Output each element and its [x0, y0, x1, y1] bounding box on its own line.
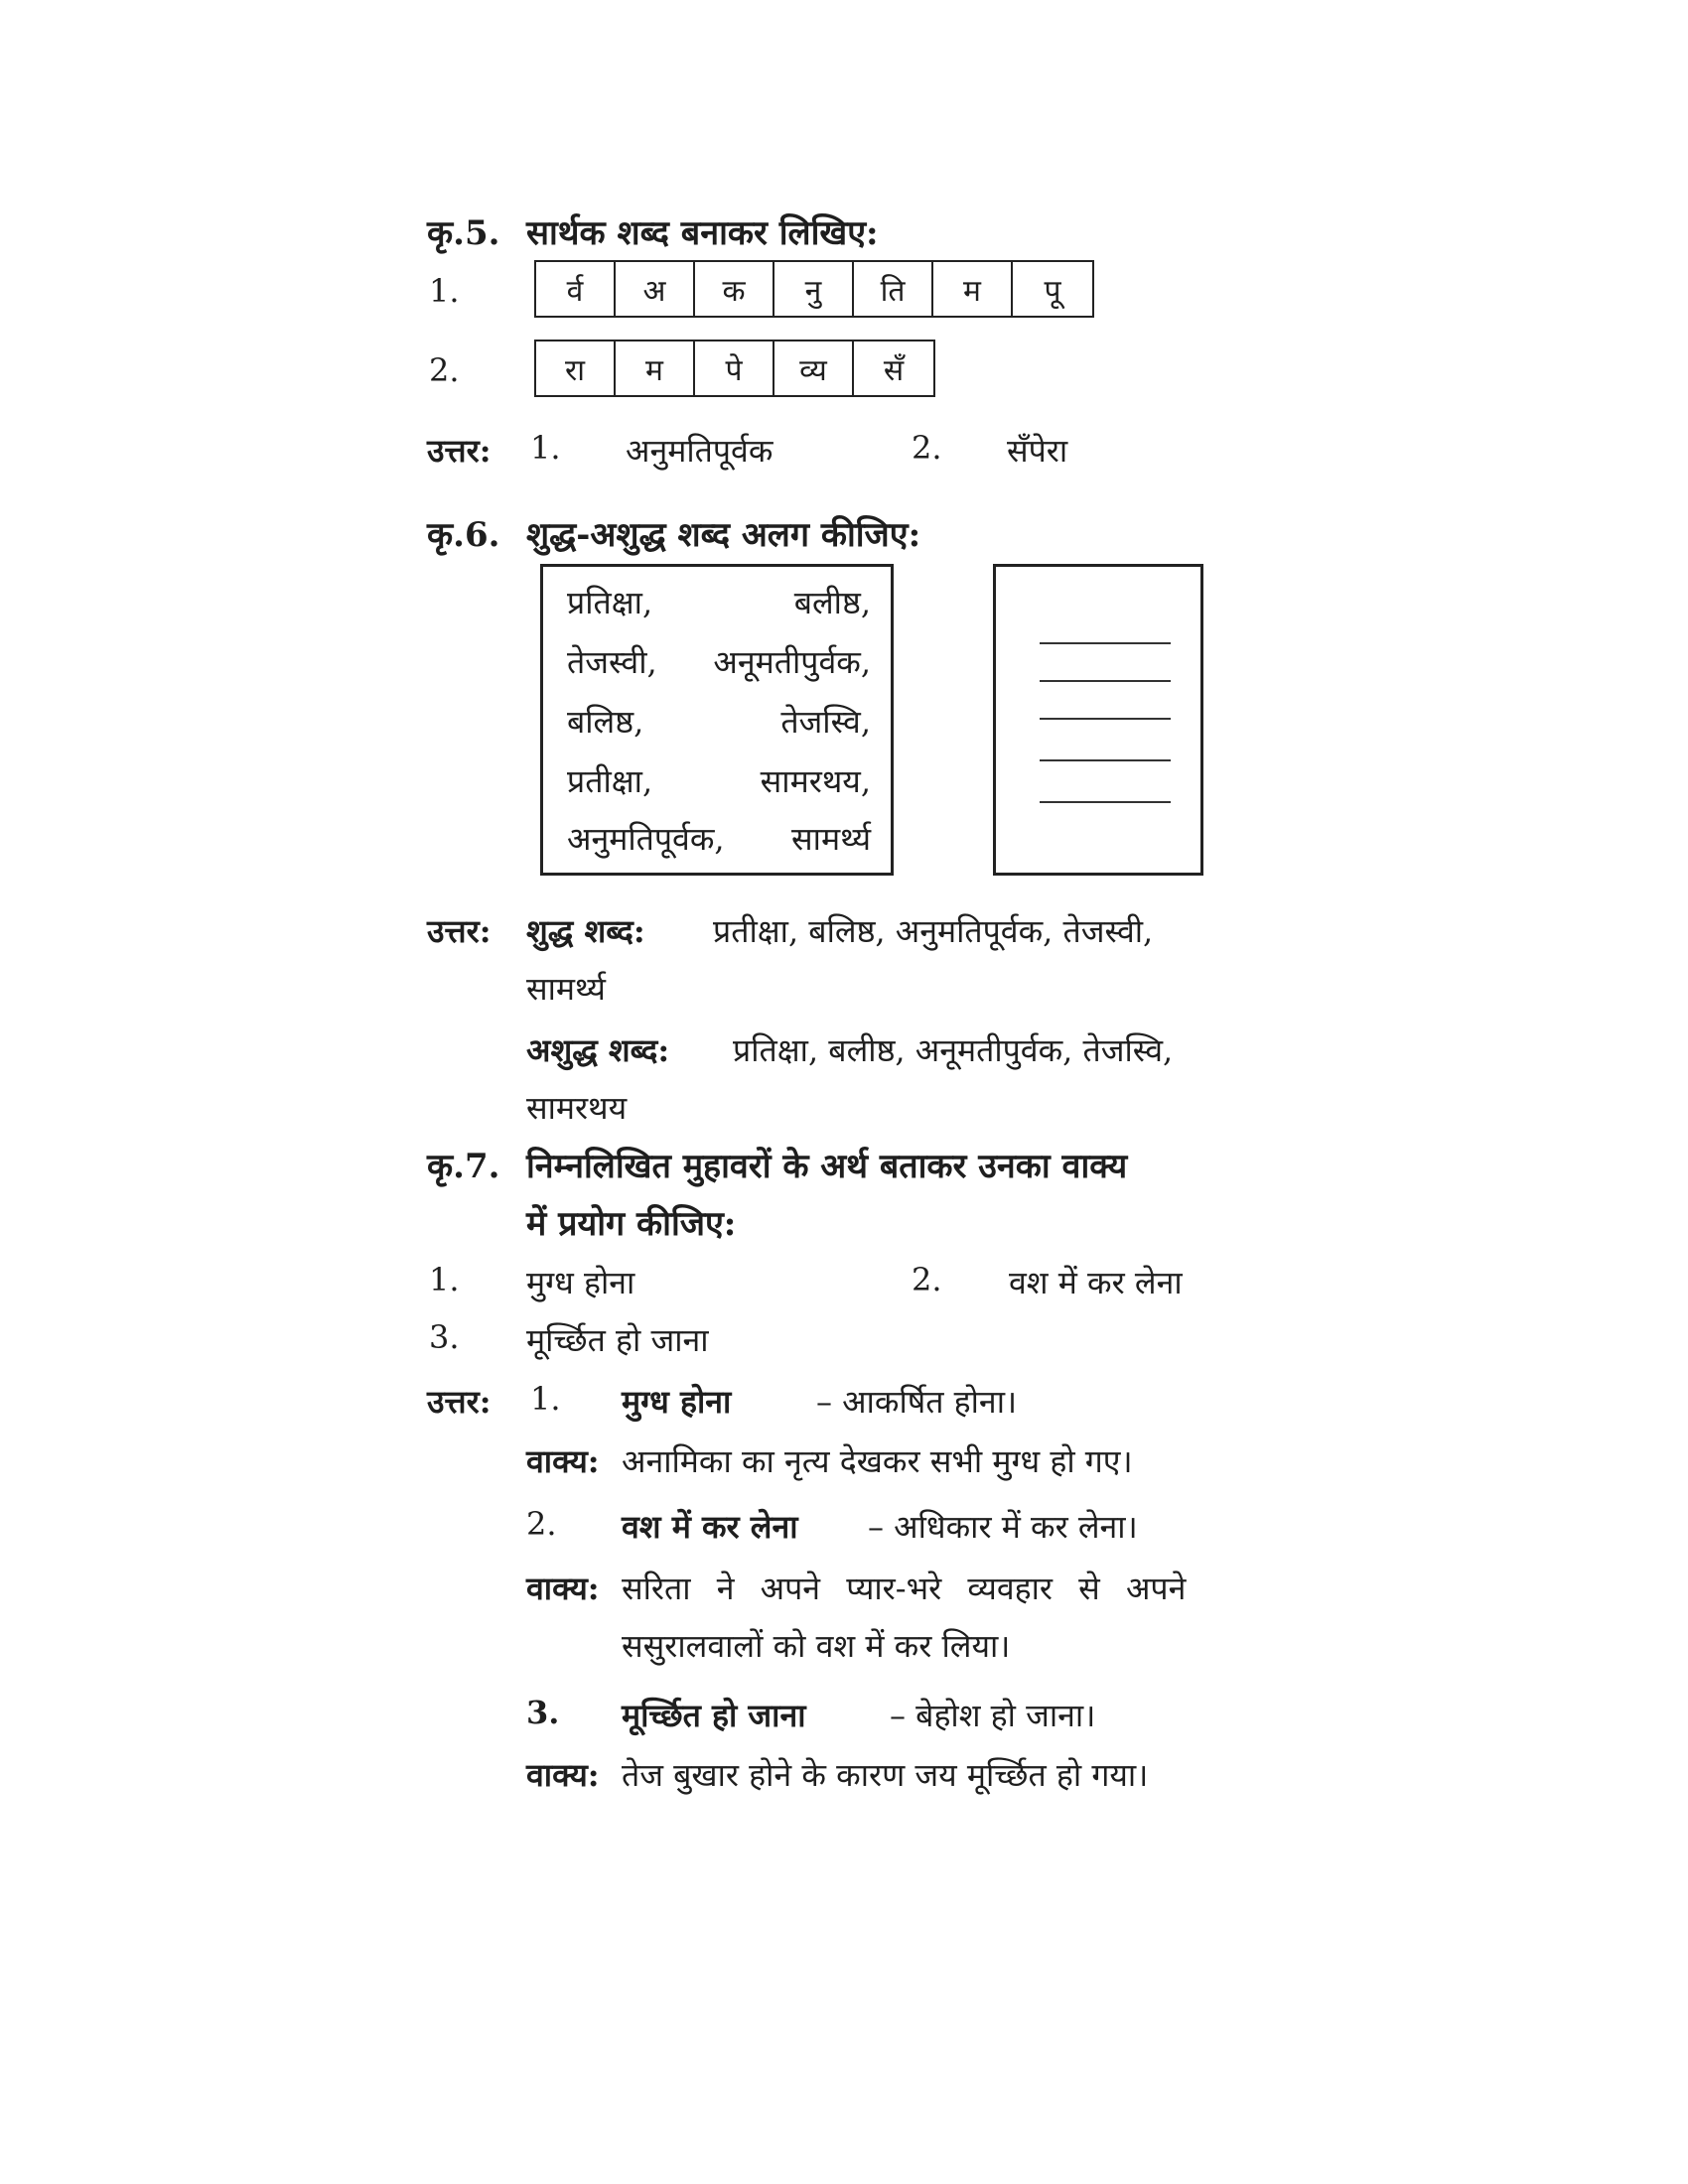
q7-sentence2-cont: ससुरालवालों को वश में कर लिया। [622, 1627, 1011, 1665]
q5-number: कृ.5. [427, 213, 500, 253]
q5-answer1: अनुमतिपूर्वक [626, 432, 774, 470]
blank-line [1040, 718, 1171, 720]
q7-answer3-meaning: – बेहोश हो जाना। [890, 1697, 1096, 1734]
q7-heading: निम्नलिखित मुहावरों के अर्थ बताकर उनका वाक्य [526, 1147, 1128, 1186]
letter-cell: ति [854, 262, 933, 316]
letter-cell: व्य [774, 341, 854, 395]
q6-ashuddh-words: प्रतिक्षा, बलीष्ठ, अनूमतीपुर्वक, तेजस्वि, [733, 1031, 1174, 1069]
q7-answer3-idiom: मूर्च्छित हो जाना [622, 1697, 806, 1734]
letter-cell: अ [616, 262, 695, 316]
q6-heading: शुद्ध-अशुद्ध शब्द अलग कीजिए: [526, 515, 921, 555]
letter-cell: नु [774, 262, 854, 316]
word-box-row [567, 759, 871, 802]
word: तेजस्वि, [780, 703, 871, 741]
q7-sentence1-label: वाक्य: [526, 1442, 600, 1480]
q7-answer-label: उत्तर: [427, 1383, 492, 1421]
q6-number: कृ.6. [427, 515, 500, 555]
word: प्रतीक्षा, [567, 762, 653, 800]
q6-shuddh-words-cont: सामर्थ्य [526, 970, 606, 1008]
q7-sentence1: अनामिका का नृत्य देखकर सभी मुग्ध हो गए। [622, 1442, 1133, 1480]
word-box-row [567, 581, 871, 623]
letter-cell: म [616, 341, 695, 395]
word: तेजस्वी, [567, 643, 657, 681]
q7-idiom3: मूर्च्छित हो जाना [526, 1321, 709, 1359]
word: अनूमतीपुर्वक, [713, 643, 871, 681]
q7-answer2-idiom: वश में कर लेना [622, 1508, 798, 1546]
q6-word-box [540, 564, 894, 876]
q5-row2-number: 2. [429, 351, 460, 389]
word: बलिष्ठ, [567, 703, 644, 741]
q7-sentence2: सरिता ने अपने प्यार-भरे व्यवहार से अपने [622, 1570, 1187, 1607]
q6-ashuddh-words-cont: सामरथय [526, 1089, 628, 1127]
letter-cell: म [933, 262, 1013, 316]
q6-answer-blank-box [993, 564, 1203, 876]
blank-line [1040, 680, 1171, 682]
q6-shuddh-label: शुद्ध शब्द: [526, 912, 645, 950]
q5-letter-grid-1 [534, 260, 1094, 318]
word-box-row [567, 817, 871, 860]
word-box-row [567, 640, 871, 683]
word: प्रतिक्षा, [567, 584, 653, 621]
letter-cell: क [695, 262, 774, 316]
q5-answer-label: उत्तर: [427, 432, 492, 470]
letter-cell: पे [695, 341, 774, 395]
letter-cell: रा [536, 341, 616, 395]
q7-answer1-meaning: – आकर्षित होना। [816, 1383, 1018, 1421]
q6-answer-label: उत्तर: [427, 912, 492, 950]
q7-sentence3-label: वाक्य: [526, 1756, 600, 1794]
q7-answer1-number: 1. [530, 1380, 561, 1418]
q5-answer2-number: 2. [912, 429, 942, 467]
q5-answer2: सँपेरा [1007, 432, 1068, 470]
q6-ashuddh-label: अशुद्ध शब्द: [526, 1031, 670, 1069]
q7-sentence3: तेज बुखार होने के कारण जय मूर्च्छित हो गया। [622, 1756, 1149, 1794]
q7-number: कृ.7. [427, 1147, 500, 1186]
q7-sentence2-label: वाक्य: [526, 1570, 600, 1607]
q7-idiom1: मुग्ध होना [526, 1264, 635, 1301]
word: अनुमतिपूर्वक, [567, 820, 725, 858]
q7-idiom1-number: 1. [429, 1261, 460, 1298]
q5-letter-grid-2 [534, 340, 935, 397]
word: सामरथय, [760, 762, 871, 800]
blank-line [1040, 642, 1171, 644]
blank-line [1040, 801, 1171, 803]
q7-idiom3-number: 3. [429, 1318, 460, 1356]
word-box-row [567, 700, 871, 743]
blank-line [1040, 759, 1171, 761]
letter-cell: पू [1044, 273, 1061, 309]
q5-heading: सार्थक शब्द बनाकर लिखिए: [526, 213, 879, 253]
q7-answer1-idiom: मुग्ध होना [622, 1383, 732, 1421]
q7-answer2-meaning: – अधिकार में कर लेना। [868, 1508, 1138, 1546]
q7-answer3-number: 3. [526, 1694, 560, 1731]
letter-cell: सँ [883, 352, 905, 388]
letter-cell: र्व [536, 262, 616, 316]
word: सामर्थ्य [791, 820, 871, 858]
q5-answer1-number: 1. [530, 429, 561, 467]
q7-heading-cont: में प्रयोग कीजिए: [526, 1204, 737, 1244]
q6-shuddh-words: प्रतीक्षा, बलिष्ठ, अनुमतिपूर्वक, तेजस्वी, [713, 912, 1154, 950]
q5-row1-number: 1. [429, 272, 460, 310]
q7-idiom2: वश में कर लेना [1009, 1264, 1183, 1301]
q7-answer2-number: 2. [526, 1505, 557, 1543]
q7-idiom2-number: 2. [912, 1261, 942, 1298]
word: बलीष्ठ, [793, 584, 871, 621]
